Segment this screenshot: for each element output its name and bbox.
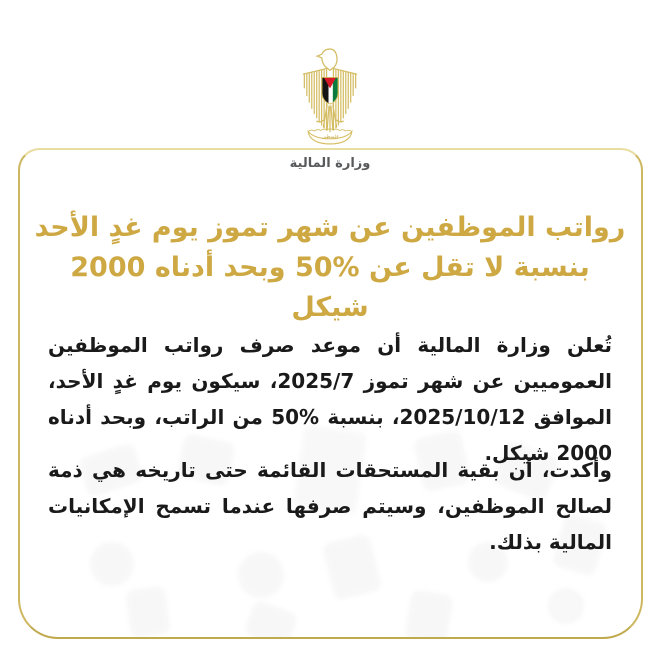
money-watermark <box>243 599 299 639</box>
money-watermark <box>404 589 454 639</box>
ministry-name: وزارة المالية <box>289 156 371 171</box>
headline-line-2: بنسبة لا تقل عن %50 وبحد أدناه 2000 شيكل <box>70 252 590 323</box>
announcement-headline <box>30 208 630 328</box>
announcement-paragraph-1: تُعلن وزارة المالية أن موعد صرف رواتب الموظفين العموميين عن شهر تموز 2025/7، سيكون يوم غدٍ الأحد، الموافق 2025/10/12، بنسبة %50 من الراتب، وبحد أدناه 2000 شيكل. <box>48 333 612 465</box>
announcement-paragraph-2: وأكدت، أن بقية المستحقات القائمة حتى تاريخه هي ذمة لصالح الموظفين، وسيتم صرفها عندما تسمح الإمكانيات المالية بذلك. <box>48 458 612 554</box>
palestine-coat-of-arms-icon <box>292 46 368 145</box>
headline-line-1: رواتب الموظفين عن شهر تموز يوم غدٍ الأحد <box>34 212 626 243</box>
eagle-head <box>317 49 337 70</box>
banner-text: فلسطين <box>321 134 339 140</box>
money-watermark <box>125 585 171 638</box>
coin-watermark <box>548 588 584 624</box>
